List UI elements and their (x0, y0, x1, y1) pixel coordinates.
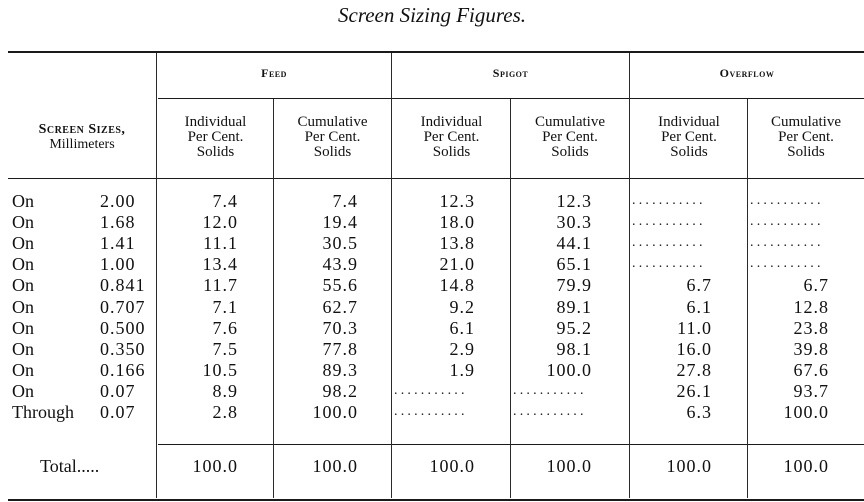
table-cell: 26.1 (676, 380, 712, 401)
table-row-label (12, 360, 156, 381)
table-cell: 12.3 (556, 191, 592, 211)
table-cell: 7.4 (212, 191, 238, 211)
table-cell: 44.1 (556, 233, 592, 254)
row-prefix: On (12, 233, 34, 254)
table-cell: 6.1 (686, 296, 712, 317)
row-prefix: On (12, 380, 34, 401)
table-cell: 98.1 (556, 338, 592, 359)
bottom-rule (8, 499, 864, 501)
row-prefix: On (12, 275, 34, 296)
table-cell: 11.0 (677, 317, 712, 338)
sub-header-line3: Solids (196, 144, 235, 160)
table-cell: 12.8 (793, 296, 829, 317)
table-cell: 2.9 (449, 338, 475, 359)
table-cell: 79.9 (556, 275, 592, 296)
total-cell: 100.0 (783, 456, 829, 476)
table-cell: 77.8 (322, 338, 358, 359)
table-title: Screen Sizing Figures. (338, 3, 526, 27)
table-row-label (12, 212, 156, 233)
table-cell: 6.7 (686, 275, 712, 296)
table-cell: 70.3 (322, 317, 358, 338)
table-row-label (12, 233, 156, 254)
empty-cell-leader: ........... (632, 256, 706, 272)
table-cell: 10.5 (202, 359, 238, 380)
table-cell: 93.7 (793, 380, 829, 401)
row-screen-size: 0.841 (100, 275, 146, 296)
group-header-overflow: Overflow (719, 66, 775, 80)
total-cell: 100.0 (546, 456, 592, 476)
header-bottom-rule (8, 178, 864, 179)
row-screen-size: 0.707 (100, 296, 146, 317)
row-prefix: On (12, 254, 34, 275)
group-header-spigot: Spigot (492, 66, 529, 80)
table-row-label (12, 402, 156, 423)
table-cell: 18.0 (439, 212, 475, 233)
table-cell: 16.0 (676, 338, 712, 359)
table-cell: 19.4 (322, 212, 358, 233)
top-rule (8, 51, 864, 53)
sub-header-line1: Individual (420, 114, 483, 130)
row-screen-size: 0.166 (100, 359, 146, 380)
table-cell: 89.1 (556, 296, 592, 317)
table-cell: 6.7 (803, 275, 829, 296)
table-cell: 13.4 (202, 254, 238, 275)
sub-header-1 (274, 115, 391, 160)
table-cell: 12.0 (202, 212, 238, 233)
table-cell: 30.5 (322, 233, 358, 254)
table-cell: 6.3 (686, 402, 712, 422)
row-prefix: Through (12, 402, 74, 422)
table-cell: 11.7 (203, 275, 238, 296)
table-row-label (12, 381, 156, 402)
sub-header-3 (511, 115, 629, 160)
row-screen-size: 1.68 (100, 212, 136, 233)
table-row-label (12, 191, 156, 212)
row-prefix: On (12, 191, 34, 211)
total-cell: 100.0 (666, 456, 712, 476)
empty-cell-leader: ........... (750, 193, 824, 208)
table-row-label (12, 275, 156, 296)
table-row-label (12, 318, 156, 339)
table-cell: 21.0 (439, 254, 475, 275)
sub-header-line1: Individual (184, 114, 247, 130)
row-prefix: On (12, 296, 34, 317)
row-screen-size: 1.00 (100, 254, 136, 275)
row-prefix: On (12, 359, 34, 380)
table-cell: 98.2 (322, 380, 358, 401)
empty-cell-leader: ........... (632, 214, 706, 230)
table-row-label (12, 297, 156, 318)
sub-header-line2: Per Cent. (542, 129, 598, 145)
empty-cell-leader: ........... (750, 214, 824, 230)
table-row-label (12, 339, 156, 360)
table-cell: 9.2 (449, 296, 475, 317)
sub-header-2 (392, 115, 511, 160)
table-cell: 7.4 (332, 191, 358, 211)
table-cell: 27.8 (676, 359, 712, 380)
sub-header-5 (748, 115, 864, 160)
sub-header-line2: Per Cent. (423, 129, 480, 145)
sub-header-line2: Per Cent. (304, 129, 361, 145)
screen-sizes-header (8, 122, 156, 152)
sub-header-line2: Per Cent. (661, 129, 717, 145)
table-cell: 95.2 (556, 317, 592, 338)
empty-cell-leader: ........... (513, 404, 587, 419)
table-cell: 6.1 (449, 317, 475, 338)
row-prefix: On (12, 338, 34, 359)
sub-header-line2: Per Cent. (187, 129, 244, 145)
sub-header-line3: Solids (551, 144, 589, 160)
group-header-feed: Feed (261, 66, 287, 80)
table-cell: 30.3 (556, 212, 592, 233)
row-screen-size: 0.07 (100, 380, 136, 401)
table-cell: 67.6 (793, 359, 829, 380)
total-cell: 100.0 (429, 456, 475, 476)
group-underline-rule (158, 98, 864, 99)
empty-cell-leader: ........... (394, 404, 468, 419)
table-cell: 23.8 (793, 317, 829, 338)
empty-cell-leader: ........... (394, 382, 468, 398)
table-cell: 89.3 (322, 359, 358, 380)
sub-header-line1: Cumulative (771, 114, 841, 130)
table-cell: 100.0 (312, 402, 358, 422)
row-screen-size: 1.41 (100, 233, 136, 254)
table-cell: 7.1 (212, 296, 238, 317)
table-cell: 11.1 (203, 233, 238, 254)
table-cell: 14.8 (439, 275, 475, 296)
sub-header-0 (157, 115, 274, 160)
millimeters-label: Millimeters (49, 137, 115, 152)
empty-cell-leader: ........... (750, 235, 824, 251)
table-cell: 7.5 (212, 338, 238, 359)
empty-cell-leader: ........... (750, 256, 824, 272)
total-cell: 100.0 (312, 456, 358, 476)
total-rule (158, 444, 864, 445)
row-screen-size: 0.350 (100, 338, 146, 359)
table-cell: 43.9 (322, 254, 358, 275)
table-cell: 100.0 (783, 402, 829, 422)
empty-cell-leader: ........... (513, 382, 587, 398)
screen-sizes-label: Screen Sizes, (38, 122, 126, 137)
table-cell: 13.8 (439, 233, 475, 254)
row-prefix: On (12, 317, 34, 338)
table-cell: 62.7 (322, 296, 358, 317)
table-row-label (12, 254, 156, 275)
total-cell: 100.0 (192, 456, 238, 476)
sub-header-line1: Cumulative (535, 114, 605, 130)
empty-cell-leader: ........... (632, 193, 706, 208)
table-cell: 39.8 (793, 338, 829, 359)
row-screen-size: 0.07 (100, 402, 136, 422)
row-screen-size: 0.500 (100, 317, 146, 338)
sub-header-line3: Solids (787, 144, 825, 160)
sub-header-line3: Solids (313, 144, 352, 160)
table-cell: 1.9 (449, 359, 475, 380)
sub-header-line1: Cumulative (297, 114, 368, 130)
empty-cell-leader: ........... (632, 235, 706, 251)
sub-header-4 (630, 115, 748, 160)
table-cell: 8.9 (212, 380, 238, 401)
sub-header-line3: Solids (432, 144, 471, 160)
row-prefix: On (12, 212, 34, 233)
table-cell: 65.1 (556, 254, 592, 275)
sub-header-line3: Solids (670, 144, 708, 160)
sub-header-line1: Individual (658, 114, 720, 130)
table-cell: 7.6 (212, 317, 238, 338)
table-cell: 12.3 (439, 191, 475, 211)
table-cell: 2.8 (212, 402, 238, 422)
table-cell: 55.6 (322, 275, 358, 296)
total-label: Total..... (40, 456, 100, 476)
sub-header-line2: Per Cent. (778, 129, 834, 145)
row-screen-size: 2.00 (100, 191, 136, 211)
table-cell: 100.0 (546, 359, 592, 380)
